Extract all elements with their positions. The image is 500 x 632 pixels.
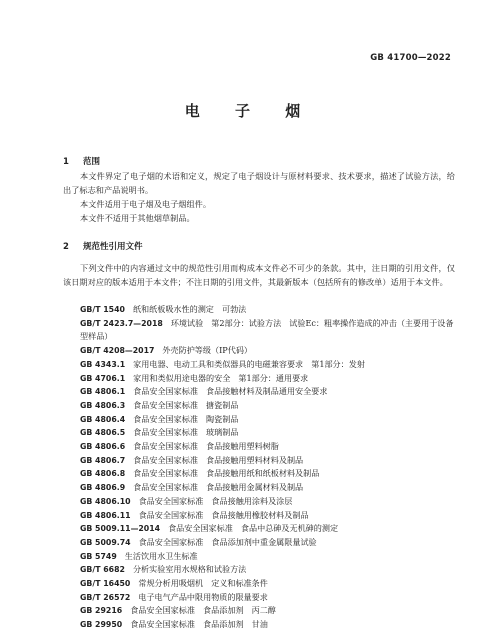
reference-item — [63, 440, 455, 454]
reference-list — [63, 303, 455, 632]
reference-title: 食品安全国家标准 玻璃制品 — [133, 427, 239, 438]
reference-title: 食品安全国家标准 陶瓷制品 — [133, 413, 239, 424]
reference-title: 分析实验室用水规格和试验方法 — [132, 564, 247, 575]
reference-title: 电子电气产品中限用物质的限量要求 — [138, 591, 268, 602]
reference-code: GB/T 1540 — [80, 305, 125, 314]
reference-title: 食品安全国家标准 食品添加剂 丙二醇 — [130, 605, 276, 616]
reference-item — [63, 522, 455, 536]
reference-code: GB/T 2423.7—2018 — [80, 318, 163, 328]
document-title: 电 子 烟 — [184, 102, 316, 120]
reference-item — [63, 591, 455, 605]
reference-title: 食品安全国家标准 食品接触材料及制品通用安全要求 — [133, 386, 328, 397]
reference-item — [63, 317, 455, 344]
reference-item — [63, 604, 455, 618]
reference-code: GB 4343.1 — [80, 359, 126, 369]
reference-item — [63, 358, 455, 372]
reference-item — [63, 467, 455, 481]
reference-title: 纸和纸板吸水性的测定 可勃法 — [132, 304, 247, 314]
reference-title: 家用电器、电动工具和类似器具的电磁兼容要求 第1部分：发射 — [133, 358, 365, 369]
reference-code: GB 4806.3 — [80, 400, 126, 410]
standard-code: GB 41700—2022 — [370, 53, 451, 63]
reference-item — [63, 303, 455, 317]
reference-title: 食品安全国家标准 食品接触用金属材料及制品 — [133, 482, 304, 493]
reference-code: GB 4806.5 — [80, 428, 126, 438]
reference-title: 家用和类似用途电器的安全 第1部分：通用要求 — [133, 372, 309, 383]
references-intro-paragraph: 下列文件中的内容通过文中的规范性引用而构成本文件必不可少的条款。其中，注日期的引用文件，仅该日期对应的版本适用于本文件；不注日期的引用文件，其最新版本（包括所有的修改单）适用于本文件。 — [63, 263, 455, 287]
reference-item — [63, 563, 455, 577]
reference-title: 食品安全国家标准 食品添加剂中重金属限量试验 — [138, 536, 317, 547]
scope-paragraph: 本文件不适用于其他烟草制品。 — [80, 213, 195, 223]
scope-paragraph: 本文件适用于电子烟及电子烟组件。 — [80, 199, 212, 209]
reference-title: 环境试验 第2部分：试验方法 试验Ec：粗率操作造成的冲击（主要用于设备型样品） — [80, 317, 454, 342]
section-title: 规范性引用文件 — [83, 242, 143, 252]
section-heading-scope — [63, 155, 100, 167]
reference-item — [63, 509, 455, 523]
reference-item — [63, 413, 455, 427]
reference-item — [63, 385, 455, 399]
reference-item — [63, 454, 455, 468]
reference-code: GB 4806.8 — [80, 469, 126, 479]
reference-item — [63, 372, 455, 386]
reference-title: 食品安全国家标准 食品添加剂 甘油 — [130, 619, 268, 630]
reference-title: 食品安全国家标准 食品接触用橡胶材料及制品 — [138, 509, 309, 520]
reference-code: GB 29950 — [80, 620, 123, 630]
reference-title: 食品安全国家标准 食品中总砷及无机砷的测定 — [168, 523, 339, 534]
reference-title: 食品安全国家标准 食品接触用纸和纸板材料及制品 — [133, 468, 320, 479]
section-number: 1 — [63, 157, 69, 167]
scope-paragraph: 本文件界定了电子烟的术语和定义，规定了电子烟设计与原材料要求、技术要求，描述了试验方法，给出了标志和产品说明书。 — [63, 171, 455, 195]
reference-code: GB 4806.1 — [80, 387, 126, 397]
reference-code: GB 29216 — [80, 606, 123, 616]
reference-code: GB 4806.9 — [80, 483, 126, 493]
reference-item — [63, 495, 455, 509]
reference-title: 食品安全国家标准 食品接触用塑料材料及制品 — [133, 454, 304, 465]
section-heading-normative-references — [63, 240, 143, 252]
section-title: 范围 — [83, 157, 101, 167]
reference-code: GB 4806.4 — [80, 414, 126, 424]
reference-code: GB 4706.1 — [80, 373, 126, 383]
reference-code: GB 4806.7 — [80, 455, 126, 465]
reference-item — [63, 426, 455, 440]
reference-code: GB 4806.10 — [80, 496, 131, 506]
section-number: 2 — [63, 242, 69, 252]
reference-title: 生活饮用水卫生标准 — [124, 550, 198, 561]
reference-item — [63, 481, 455, 495]
reference-code: GB 5009.74 — [80, 537, 131, 547]
reference-title: 常规分析用吸烟机 定义和标准条件 — [138, 578, 268, 589]
reference-code: GB 4806.6 — [80, 442, 126, 452]
reference-code: GB 5009.11—2014 — [80, 524, 161, 534]
reference-title: 外壳防护等级（IP代码） — [162, 345, 253, 356]
reference-item — [63, 550, 455, 564]
reference-code: GB/T 6682 — [80, 565, 125, 575]
reference-item — [63, 344, 455, 358]
reference-title: 食品安全国家标准 食品接触用塑料树脂 — [133, 441, 279, 452]
reference-code: GB/T 16450 — [80, 579, 131, 589]
reference-code: GB/T 26572 — [80, 592, 131, 602]
reference-code: GB 4806.11 — [80, 510, 131, 520]
reference-item — [63, 399, 455, 413]
reference-title: 食品安全国家标准 搪瓷制品 — [133, 399, 239, 410]
reference-item — [63, 618, 455, 632]
reference-item — [63, 577, 455, 591]
reference-item — [63, 536, 455, 550]
reference-title: 食品安全国家标准 食品接触用涂料及涂层 — [138, 495, 293, 506]
reference-code: GB 5749 — [80, 551, 117, 561]
reference-code: GB/T 4208—2017 — [80, 346, 155, 356]
